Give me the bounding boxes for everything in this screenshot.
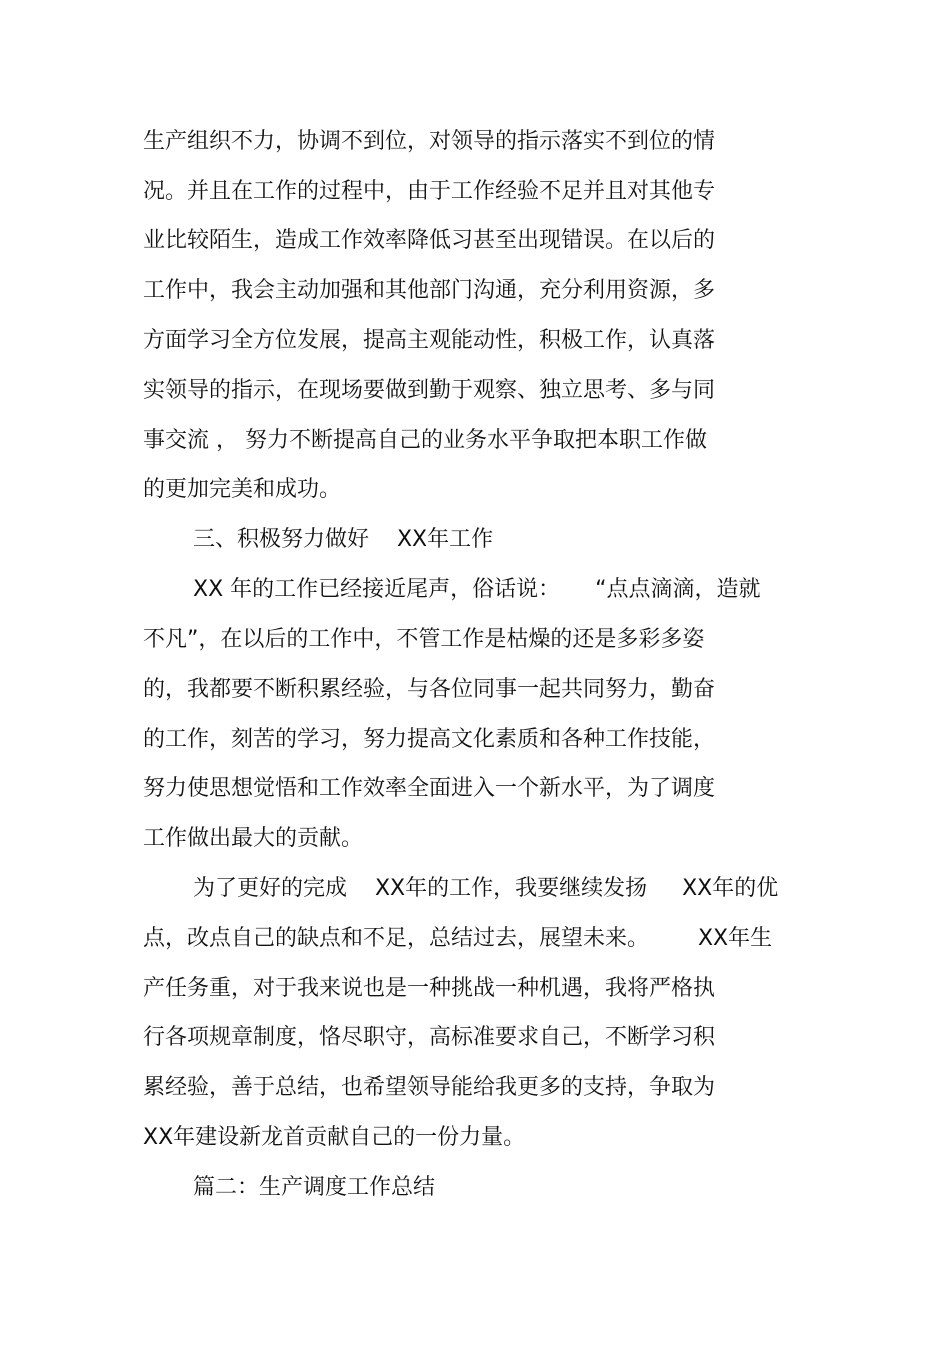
text-line: 方面学习全方位发展，提高主观能动性，积极工作，认真落 <box>143 328 716 353</box>
text-line: 努力使思想觉悟和工作效率全面进入一个新水平，为了调度 <box>143 776 716 801</box>
text-line: 况。并且在工作的过程中，由于工作经验不足并且对其他专 <box>143 179 716 204</box>
text-line: 工作中，我会主动加强和其他部门沟通，充分利用资源，多 <box>143 278 716 303</box>
text-line: 业比较陌生，造成工作效率降低习甚至出现错误。在以后的 <box>143 228 716 253</box>
text-line: 的更加完美和成功。 <box>143 477 342 502</box>
text-line: XX 年的工作已经接近尾声，俗话说： “点点滴滴，造就 <box>193 577 761 602</box>
text-line: 事交流 ， 努力不断提高自己的业务水平争取把本职工作做 <box>143 428 707 453</box>
text-line: 工作做出最大的贡献。 <box>143 826 364 851</box>
text-line: 实领导的指示，在现场要做到勤于观察、独立思考、多与同 <box>143 378 716 403</box>
text-line: 的，我都要不断积累经验，与各位同事一起共同努力，勤奋 <box>143 677 716 702</box>
text-line: 累经验，善于总结，也希望领导能给我更多的支持，争取为 <box>143 1075 716 1100</box>
text-line: 为了更好的完成 XX年的工作，我要继续发扬 XX年的优 <box>193 876 779 901</box>
text-line: 的工作，刻苦的学习，努力提高文化素质和各种工作技能， <box>143 727 716 752</box>
text-line: XX年建设新龙首贡献自己的一份力量。 <box>143 1125 526 1150</box>
section-heading: 三、积极努力做好 XX年工作 <box>193 527 494 552</box>
text-line: 产任务重，对于我来说也是一种挑战一种机遇，我将严格执 <box>143 976 716 1001</box>
text-line: 不凡”，在以后的工作中，不管工作是枯燥的还是多彩多姿 <box>143 627 705 652</box>
text-line: 点，改点自己的缺点和不足，总结过去，展望未来。 XX年生 <box>143 926 773 951</box>
text-line: 行各项规章制度，恪尽职守，高标准要求自己，不断学习积 <box>143 1025 716 1050</box>
text-line: 生产组织不力，协调不到位，对领导的指示落实不到位的情 <box>143 129 716 154</box>
section-heading: 篇二：生产调度工作总结 <box>193 1175 436 1200</box>
